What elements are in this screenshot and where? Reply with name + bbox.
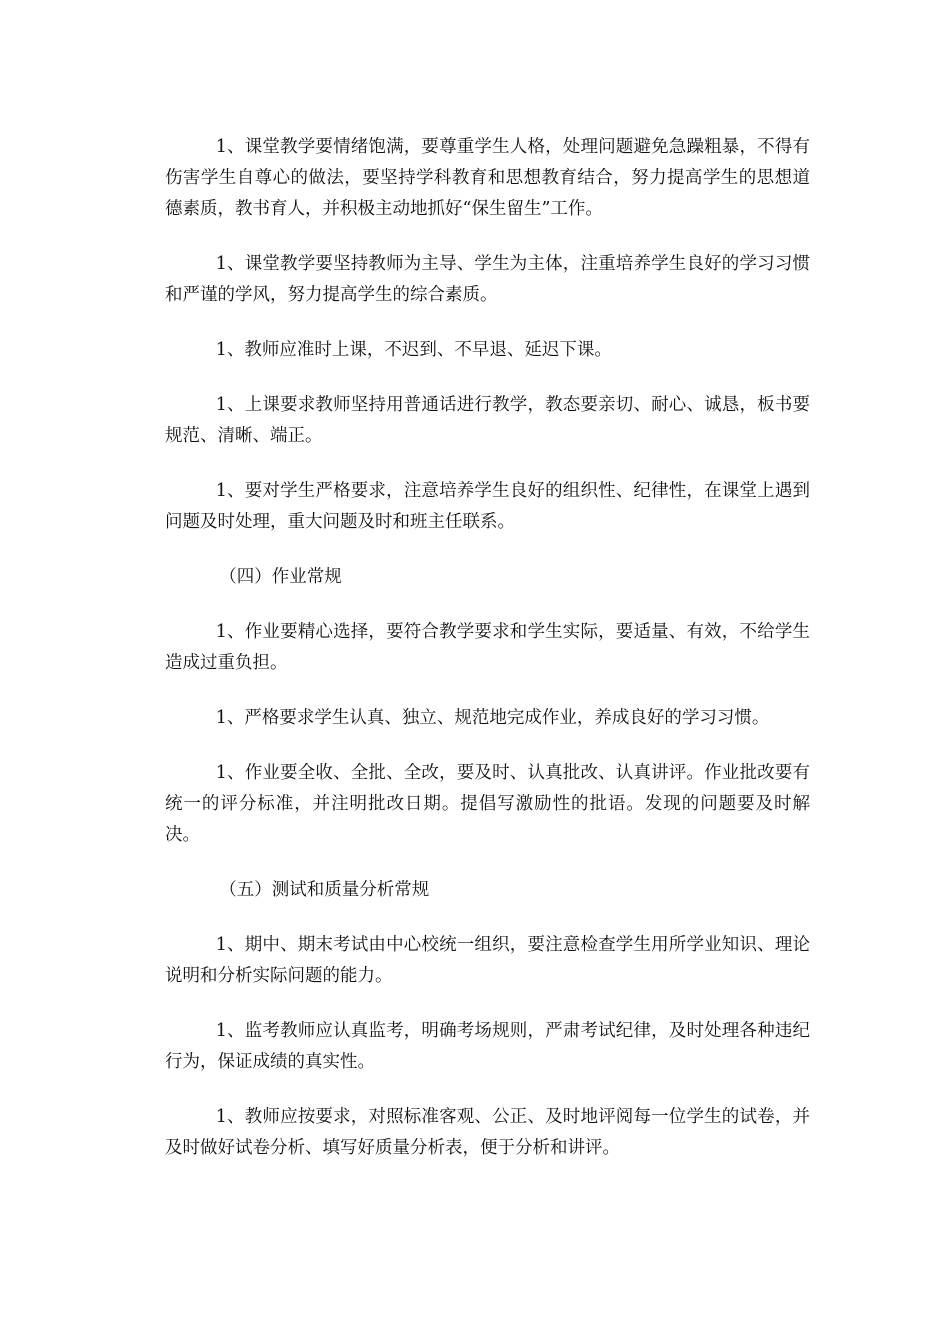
section-heading-homework: （四）作业常规: [219, 567, 342, 587]
paragraph: 1、教师应准时上课，不迟到、不早退、延迟下课。: [215, 340, 612, 360]
section-heading-testing: （五）测试和质量分析常规: [219, 880, 430, 900]
paragraph: 1、课堂教学要情绪饱满，要尊重学生人格，处理问题避免急躁粗暴，不得有伤害学生自尊心的做法，要坚持学科教育和思想教育结合，努力提高学生的思想道德素质，教书育人，并积极主动地抓好“保生留生”工作。: [165, 137, 810, 219]
paragraph: 1、期中、期末考试由中心校统一组织，要注意检查学生用所学业知识、理论说明和分析实际问题的能力。: [165, 935, 810, 986]
paragraph: 1、作业要全收、全批、全改，要及时、认真批改、认真讲评。作业批改要有统一的评分标准，并注明批改日期。提倡写激励性的批语。发现的问题要及时解决。: [165, 763, 810, 845]
paragraph: 1、监考教师应认真监考，明确考场规则，严肃考试纪律，及时处理各种违纪行为，保证成绩的真实性。: [165, 1021, 810, 1072]
paragraph: 1、要对学生严格要求，注意培养学生良好的组织性、纪律性，在课堂上遇到问题及时处理，重大问题及时和班主任联系。: [165, 481, 810, 532]
paragraph: 1、上课要求教师坚持用普通话进行教学，教态要亲切、耐心、诚恳，板书要规范、清晰、端正。: [165, 395, 810, 446]
paragraph: 1、教师应按要求，对照标准客观、公正、及时地评阅每一位学生的试卷，并及时做好试卷分析、填写好质量分析表，便于分析和讲评。: [165, 1107, 810, 1158]
document-body: [165, 132, 810, 1188]
paragraph: 1、作业要精心选择，要符合教学要求和学生实际，要适量、有效，不给学生造成过重负担。: [165, 622, 810, 673]
paragraph: 1、严格要求学生认真、独立、规范地完成作业，养成良好的学习习惯。: [215, 708, 770, 728]
paragraph: 1、课堂教学要坚持教师为主导、学生为主体，注重培养学生良好的学习习惯和严谨的学风，努力提高学生的综合素质。: [165, 254, 810, 305]
